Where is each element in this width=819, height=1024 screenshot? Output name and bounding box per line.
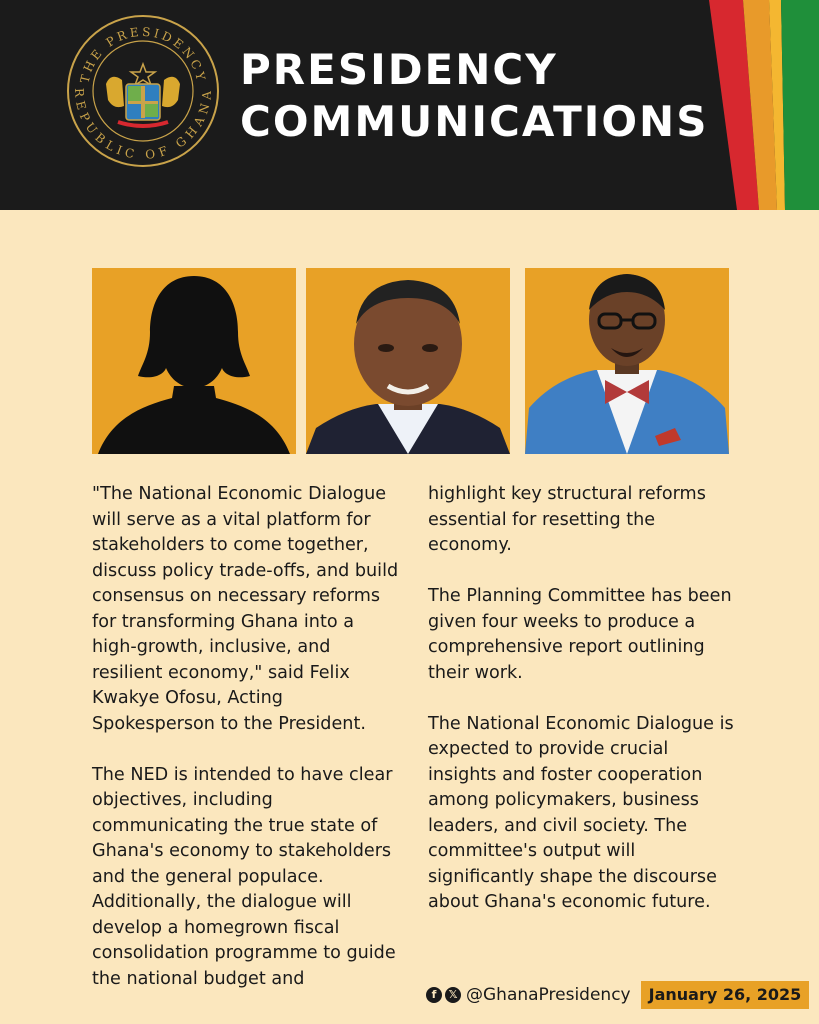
man-suit-icon — [306, 268, 510, 454]
silhouette-photo — [92, 268, 296, 454]
paragraph: The Planning Committee has been given four weeks to produce a comprehensive report outlining their work. — [428, 586, 732, 683]
seal-text-top: THE PRESIDENCY — [77, 24, 209, 85]
photo-row — [92, 268, 728, 454]
ghana-flag-stripes-icon — [709, 0, 819, 210]
page-title — [240, 44, 708, 148]
body-column-right — [428, 482, 738, 941]
paragraph: highlight key structural reforms essential for resetting the economy. — [428, 484, 706, 555]
x-icon[interactable]: 𝕏 — [445, 987, 461, 1003]
silhouette-icon — [92, 268, 296, 454]
seal-text-bottom: REPUBLIC OF GHANA — [71, 87, 214, 163]
social-handle[interactable]: @GhanaPresidency — [466, 985, 631, 1005]
footer — [426, 980, 809, 1010]
presidency-seal-icon — [66, 14, 220, 168]
facebook-icon[interactable]: f — [426, 987, 442, 1003]
date-badge: January 26, 2025 — [641, 981, 810, 1009]
title-line-1: PRESIDENCY — [240, 45, 558, 94]
man-glasses-bowtie-photo — [525, 268, 729, 454]
header-banner — [0, 0, 819, 210]
paragraph: The NED is intended to have clear objectives, including communicating the true state of Ghana's economy to stakeholders and the general populace. Additionally, the dialogue will develop a homegrown fiscal consolidation programme to guide the national budget and — [92, 764, 396, 989]
man-suit-photo — [306, 268, 510, 454]
paragraph: "The National Economic Dialogue will serve as a vital platform for stakeholders to come together, discuss policy trade-offs, and build consensus on necessary reforms for transforming Ghana into a high-growth, inclusive, and resilient economy," said Felix Kwakye Ofosu, Acting Spokesperson to the President. — [92, 484, 399, 734]
body-column-left — [92, 482, 402, 1018]
paragraph: The National Economic Dialogue is expected to provide crucial insights and foster cooperation among policymakers, business leaders, and civil society. The committee's output will significantly shape the discourse about Ghana's economic future. — [428, 713, 734, 912]
man-glasses-bowtie-icon — [525, 268, 729, 454]
title-line-2: COMMUNICATIONS — [240, 97, 709, 146]
